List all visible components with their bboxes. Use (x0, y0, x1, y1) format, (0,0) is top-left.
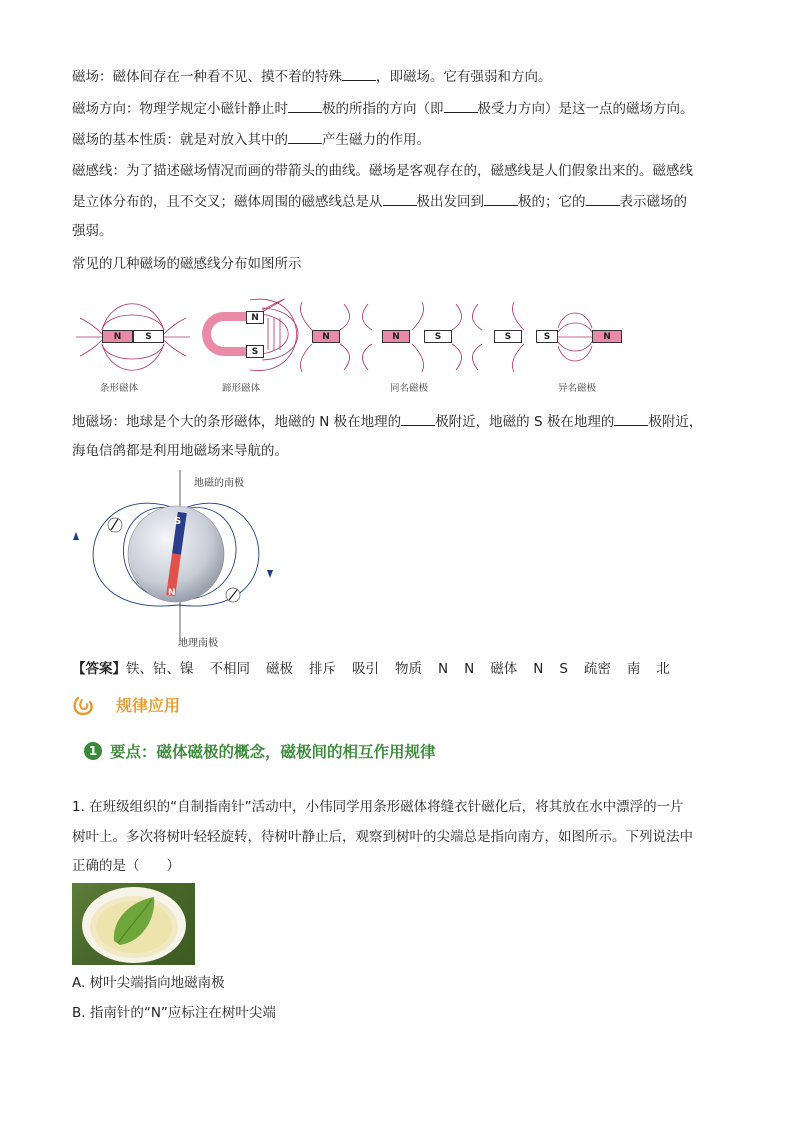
like-poles-s-left (424, 330, 452, 343)
text: ，即磁场。它有强弱和方向。 (376, 69, 552, 85)
text: 产生磁力的作用。 (322, 132, 430, 148)
option-a: A. 树叶尖端指向地磁南极 (72, 975, 225, 991)
label-geographic-south: 地理南极 (178, 638, 218, 649)
blank (614, 411, 648, 426)
pole-label: S (504, 331, 512, 342)
blank (342, 66, 376, 81)
pole-label: S (434, 331, 442, 342)
caption-horseshoe-magnet: 蹄形磁体 (222, 383, 261, 394)
blank (586, 191, 620, 206)
caption-unlike-poles: 异名磁极 (558, 383, 597, 394)
pole-label: N (251, 312, 259, 323)
answer-item: 北 (656, 661, 670, 677)
para-field-lines-1 (72, 161, 693, 181)
magnet-icon (72, 694, 96, 718)
like-poles-n-right (382, 330, 410, 343)
answer-item: 疏密 (583, 661, 611, 677)
answer-line (72, 659, 686, 679)
unlike-poles-s (536, 330, 558, 343)
blank (288, 129, 322, 144)
answer-item: 物质 (395, 661, 422, 677)
section-icon (72, 694, 96, 718)
answer-item: 铁、钴、镍 (126, 661, 194, 677)
para-field-direction (72, 98, 694, 119)
pole-label: N (322, 331, 330, 342)
answer-item: N (533, 661, 544, 677)
question-line-1: 1. 在班级组织的“自制指南针”活动中，小伟同学用条形磁体将缝衣针磁化后，将其放在水中漂浮的一片 (72, 799, 684, 815)
answer-item: 磁体 (490, 661, 518, 677)
text: 海龟信鸽都是利用地磁场来导航的。 (72, 443, 288, 459)
caption-bar-magnet: 条形磁体 (100, 383, 139, 394)
blank (401, 411, 435, 426)
leaf-in-bowl-photo (72, 883, 195, 965)
label-geomagnetic-south: 地磁的南极 (194, 478, 244, 489)
field-lines-drawing (72, 290, 632, 400)
text: 表示磁场的 (619, 194, 687, 210)
text: 极受力方向）是这一点的磁场方向。 (477, 101, 694, 117)
section-title: 规律应用 (116, 696, 181, 715)
text: 是立体分布的，且不交叉；磁体周围的磁感线总是从 (72, 194, 383, 210)
pole-label: S (543, 331, 551, 342)
para-magnetic-field (72, 66, 552, 87)
question-line-3: 正确的是（ ） (72, 858, 180, 874)
answer-item: 南 (626, 661, 641, 677)
horseshoe-n (246, 311, 264, 324)
para-earth-field-2 (72, 441, 288, 461)
bar-magnet-n (102, 330, 133, 343)
para-field-lines-3 (72, 221, 113, 241)
para-basic-property (72, 129, 430, 150)
pole-label: N (392, 331, 400, 342)
answer-item: 磁极 (266, 661, 293, 677)
pole-n-label: N (168, 588, 176, 598)
blank (383, 191, 417, 206)
text: 强弱。 (72, 223, 113, 239)
question-line-2: 树叶上。多次将树叶轻轻旋转，待树叶静止后，观察到树叶的尖端总是指向南方，如图所示。下列说法中 (72, 829, 693, 845)
pole-label: N (113, 331, 122, 342)
keypoint-number: 1 (88, 744, 98, 758)
answer-item: S (559, 661, 568, 677)
blank (288, 98, 322, 113)
text: 磁场：磁体间存在一种看不见、摸不着的特殊 (72, 69, 342, 85)
text: 极的；它的 (518, 194, 586, 210)
text: 磁场的基本性质：就是对放入其中的 (72, 132, 288, 148)
bar-magnet-s (133, 330, 164, 343)
horseshoe-s (246, 345, 264, 358)
blank (484, 191, 518, 206)
text: 极附近， (648, 414, 703, 430)
figure-earth-field (70, 470, 290, 650)
pole-label: S (251, 346, 259, 357)
answer-item: 排斥 (309, 661, 336, 677)
text: 极出发回到 (416, 194, 484, 210)
like-poles-s-right (494, 330, 522, 343)
blank (444, 98, 478, 113)
pole-s-label: S (174, 516, 182, 527)
answer-item: 吸引 (352, 661, 379, 677)
option-b: B. 指南针的“N”应标注在树叶尖端 (72, 1005, 276, 1021)
text: 地磁场：地球是个大的条形磁体，地磁的 N 极在地理的 (72, 414, 402, 430)
caption-like-poles: 同名磁极 (390, 383, 429, 394)
text: 常见的几种磁场的磁感线分布如图所示 (72, 256, 302, 272)
text: 极附近，地磁的 S 极在地理的 (435, 414, 615, 430)
compass-icon (108, 518, 122, 532)
unlike-poles-n (592, 330, 622, 343)
para-earth-field-1 (72, 411, 702, 432)
earth-field-drawing (70, 470, 290, 650)
text: 磁场方向：物理学规定小磁针静止时 (72, 101, 288, 117)
para-figure-intro (72, 254, 302, 274)
answer-item: N (464, 661, 475, 677)
figure-field-lines (72, 290, 632, 400)
text: 磁感线：为了描述磁场情况而画的带箭头的曲线。磁场是客观存在的，磁感线是人们假象出来的。磁感线 (72, 163, 693, 179)
keypoint-title: 要点：磁体磁极的概念，磁极间的相互作用规律 (110, 742, 436, 761)
answer-label: 【答案】 (72, 661, 126, 677)
pole-label: N (603, 331, 611, 342)
like-poles-n-left (312, 330, 340, 343)
answer-item: N (438, 661, 449, 677)
para-field-lines-2 (72, 191, 687, 212)
keypoint-number-badge (84, 742, 102, 760)
pole-label: S (145, 331, 152, 342)
text: 极的所指的方向（即 (322, 101, 444, 117)
photo-drawing (72, 883, 195, 965)
answer-item: 不相同 (209, 661, 250, 677)
